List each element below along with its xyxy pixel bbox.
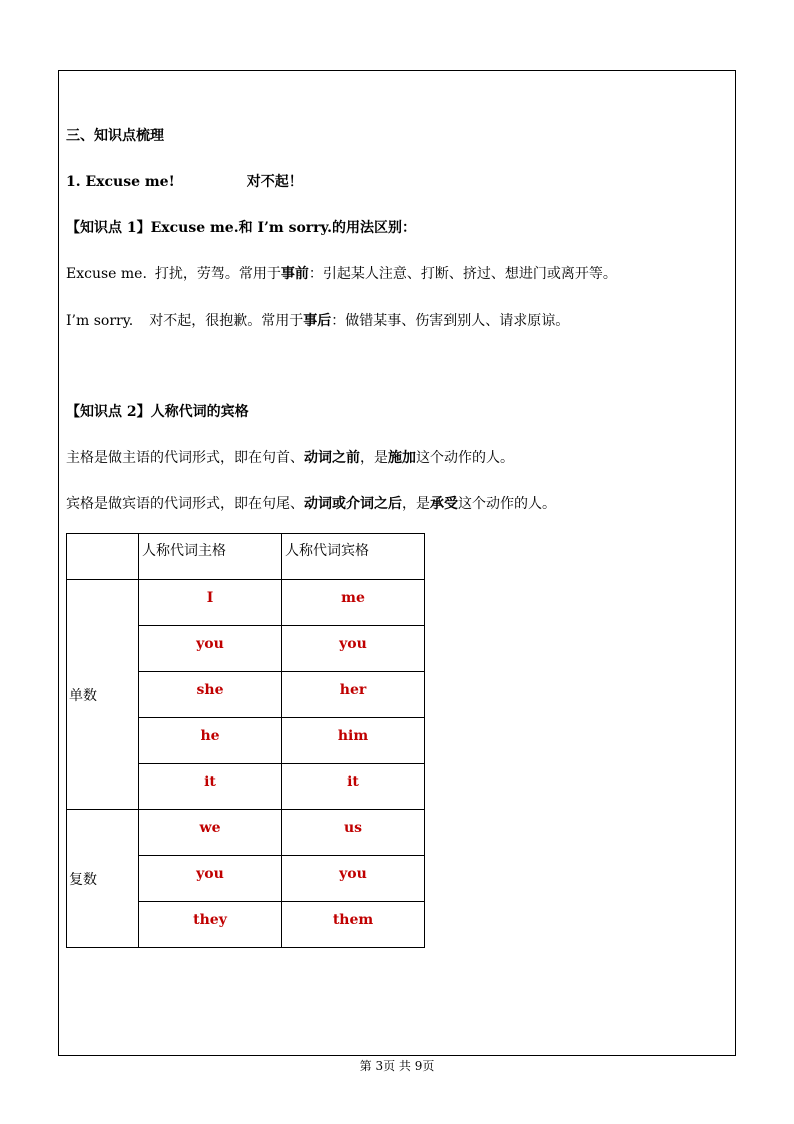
- table-cell: it: [139, 764, 282, 810]
- excuse-term: Excuse me.: [66, 266, 147, 282]
- table-header-subject: 人称代词主格: [139, 534, 282, 580]
- table-header-empty: [67, 534, 139, 580]
- sorry-text-b: ：做错某事、伤害到别人、请求原谅。: [331, 313, 570, 329]
- excuse-emph: 事前: [280, 266, 309, 282]
- sorry-text-a: 对不起，很抱歉。常用于: [149, 313, 304, 329]
- table-header-object: 人称代词宾格: [282, 534, 425, 580]
- table-cell: us: [282, 810, 425, 856]
- table-cell: I: [139, 580, 282, 626]
- table-cell: you: [282, 856, 425, 902]
- table-cell: we: [139, 810, 282, 856]
- table-row: [67, 580, 425, 626]
- subject-emph-b: 动词之前: [304, 450, 360, 466]
- object-emph-c: 或: [332, 496, 346, 512]
- sorry-emph: 事后: [303, 313, 332, 329]
- object-text-e: ，是: [402, 496, 430, 512]
- table-cell: you: [282, 626, 425, 672]
- im-sorry-line: [66, 311, 569, 331]
- excuse-text-a: 打扰，劳驾。常用于: [154, 266, 281, 282]
- item1-meaning: 对不起！: [246, 174, 303, 190]
- subject-emph-d: 施加: [388, 450, 416, 466]
- section-title: 三、知识点梳理: [66, 128, 164, 144]
- group-label-plural: 复数: [67, 810, 139, 948]
- table-cell: her: [282, 672, 425, 718]
- table-cell: it: [282, 764, 425, 810]
- table-cell: she: [139, 672, 282, 718]
- point2-title: 【知识点 2】人称代词的宾格: [66, 404, 249, 420]
- object-emph-f: 承受: [430, 496, 458, 512]
- table-cell: me: [282, 580, 425, 626]
- sorry-term: I’m sorry.: [66, 313, 134, 329]
- object-emph-b: 动词: [304, 496, 332, 512]
- item1-phrase: 1. Excuse me!: [66, 174, 175, 190]
- item1-line: [66, 172, 303, 192]
- subject-text-a: 主格是做主语的代词形式，即在句首、: [66, 450, 304, 466]
- object-case-line: [66, 494, 556, 514]
- subject-case-line: [66, 448, 514, 468]
- point1-title: 【知识点 1】Excuse me.和 I’m sorry.的用法区别：: [66, 220, 416, 236]
- table-row: [67, 810, 425, 856]
- excuse-me-line: [66, 264, 617, 284]
- table-header-row: [67, 534, 425, 580]
- table-cell: he: [139, 718, 282, 764]
- table-cell: them: [282, 902, 425, 948]
- subject-text-e: 这个动作的人。: [416, 450, 514, 466]
- object-text-a: 宾格是做宾语的代词形式，即在句尾、: [66, 496, 304, 512]
- object-text-g: 这个动作的人。: [458, 496, 556, 512]
- pronoun-table: [66, 533, 425, 948]
- excuse-text-b: ：引起某人注意、打断、挤过、想进门或离开等。: [308, 266, 617, 282]
- table-cell: you: [139, 856, 282, 902]
- object-emph-d: 介词之后: [346, 496, 402, 512]
- table-cell: him: [282, 718, 425, 764]
- table-cell: they: [139, 902, 282, 948]
- table-cell: you: [139, 626, 282, 672]
- page-footer: 第 3页 共 9页: [359, 1059, 435, 1073]
- subject-text-c: ，是: [360, 450, 388, 466]
- group-label-singular: 单数: [67, 580, 139, 810]
